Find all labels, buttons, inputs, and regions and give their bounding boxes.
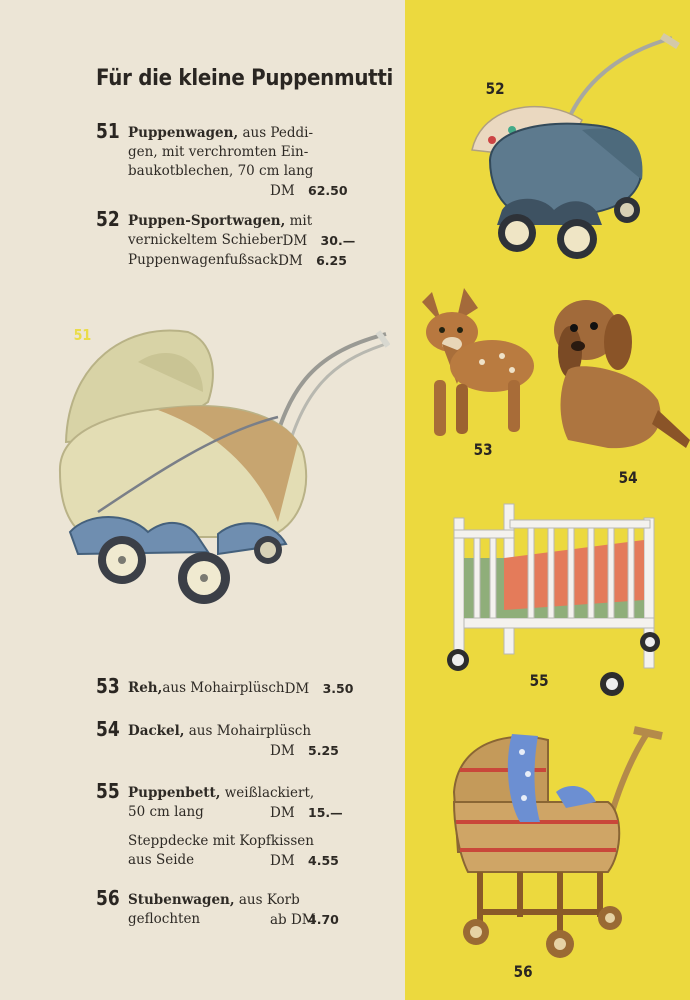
pram-52-label: 52 [485, 79, 505, 98]
item-line [128, 891, 354, 910]
item-price-line [128, 251, 354, 271]
item-line [128, 162, 354, 181]
item-line [128, 832, 354, 851]
item-line [128, 143, 354, 162]
item-text: Puppenwagenfußsack [128, 252, 279, 268]
item-title: Puppenbett, [128, 785, 221, 801]
item-title: Puppen-Sportwagen, [128, 213, 286, 229]
item-description [128, 679, 354, 699]
deer-toy-illustration [412, 284, 538, 444]
item-text: aus Mohairplüsch [184, 723, 312, 739]
item-line [128, 124, 354, 143]
item-number: 52 [96, 207, 120, 231]
item-number: 54 [96, 717, 120, 741]
item-description [128, 784, 354, 871]
price: 6.25 [316, 253, 347, 268]
sport-pram-illustration [462, 30, 684, 262]
price: 5.25 [308, 743, 339, 758]
item-text: gen, mit verchromten Ein- [128, 144, 309, 160]
page-heading: Für die kleine Puppenmutti [96, 66, 394, 91]
item-text: weißlackiert, [220, 785, 315, 801]
wicker-pram-illustration [38, 322, 390, 612]
item-text: vernickeltem Schieber [128, 232, 283, 248]
item-description [128, 212, 354, 271]
dachshund-toy-illustration [548, 290, 690, 460]
pram-51-label: 51 [73, 326, 92, 344]
item-title: Reh, [128, 680, 163, 696]
deer-53-label: 53 [473, 440, 493, 459]
item-description [128, 124, 354, 201]
item-text: aus Mohairplüsch [162, 680, 285, 696]
currency: DM [270, 183, 295, 199]
item-price-line [128, 910, 354, 930]
currency: DM [270, 853, 295, 869]
item-price-line [128, 741, 354, 761]
price: 15.— [308, 805, 343, 820]
item-title: Dackel, [128, 723, 185, 739]
item-number: 56 [96, 886, 120, 910]
item-text: 50 cm lang [128, 804, 204, 820]
item-title: Stubenwagen, [128, 892, 235, 908]
item-number: 55 [96, 779, 120, 803]
item-price-line [128, 181, 354, 201]
item-price-line [128, 851, 354, 871]
wicker-bassinet-illustration [448, 722, 674, 962]
bed-55-label: 55 [529, 671, 549, 690]
bassinet-56-label: 56 [513, 962, 533, 981]
item-text: aus Korb [234, 892, 300, 908]
price: 30.— [320, 233, 356, 248]
currency: DM [282, 233, 308, 249]
item-text: aus Peddi- [238, 125, 314, 141]
item-number: 51 [96, 119, 120, 143]
currency: DM [270, 805, 295, 821]
item-text: baukotblechen, 70 cm lang [128, 163, 314, 179]
price: 3.50 [322, 681, 354, 696]
currency: ab DM [270, 912, 316, 928]
item-line [128, 212, 354, 231]
item-description [128, 722, 354, 761]
item-text: aus Seide [128, 852, 195, 868]
item-title: Puppenwagen, [128, 125, 239, 141]
item-text: Steppdecke mit Kopfkissen [128, 833, 314, 849]
dog-54-label: 54 [618, 468, 638, 487]
item-text: mit [285, 213, 313, 229]
currency: DM [284, 681, 310, 697]
doll-bed-illustration [444, 500, 670, 700]
item-number: 53 [96, 674, 120, 698]
currency: DM [278, 253, 303, 269]
item-text: geflochten [128, 911, 201, 927]
price: 62.50 [308, 183, 348, 198]
item-description [128, 891, 354, 930]
price: 4.55 [308, 853, 339, 868]
item-price-line [128, 231, 354, 251]
item-line [128, 784, 354, 803]
currency: DM [270, 743, 295, 759]
item-price-line [128, 679, 354, 699]
price: 4.70 [308, 912, 339, 927]
item-price-line [128, 803, 354, 823]
item-line [128, 722, 354, 741]
